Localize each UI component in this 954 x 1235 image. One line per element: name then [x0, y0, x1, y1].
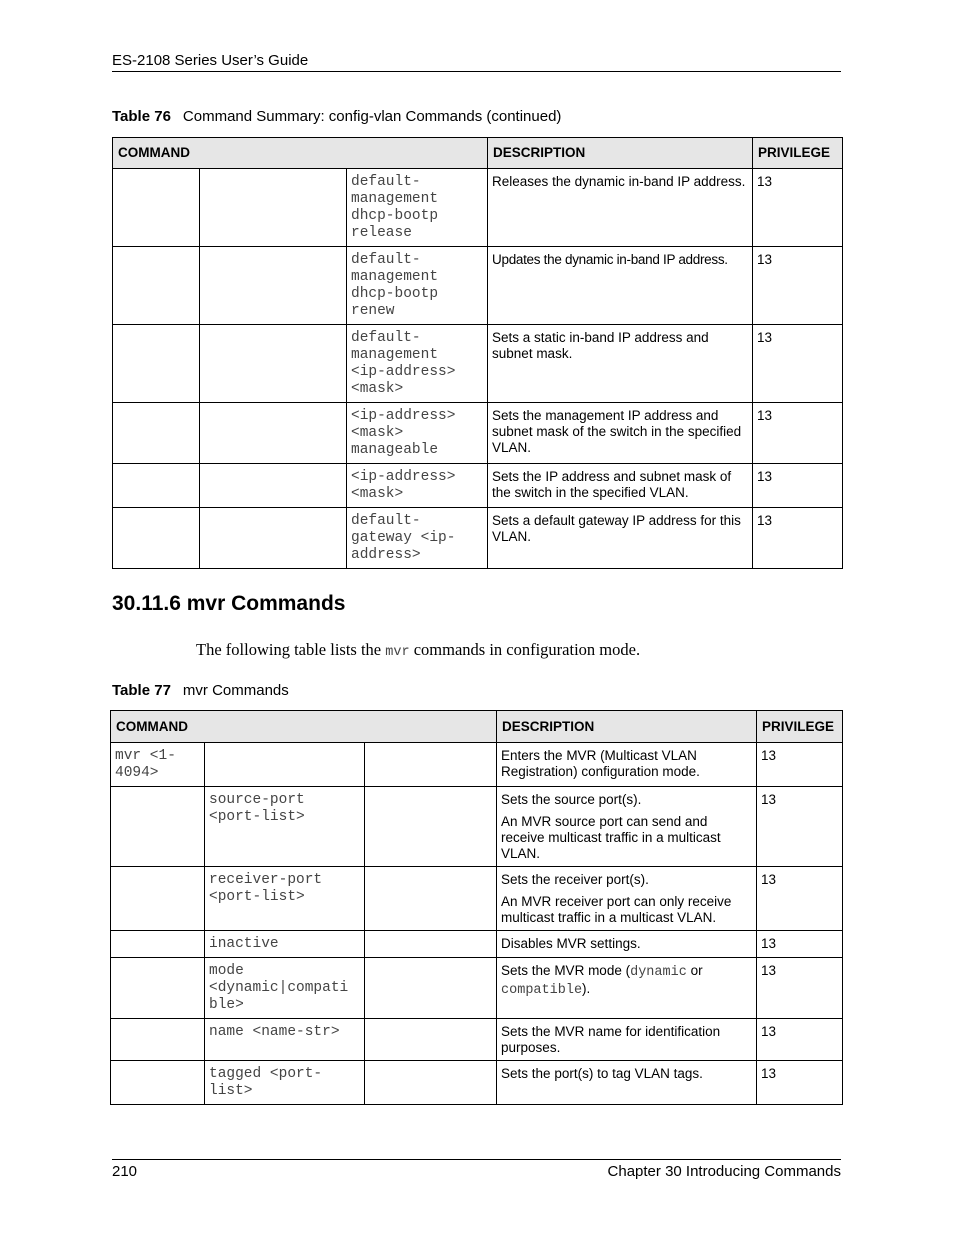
- table-77-title: mvr Commands: [182, 682, 289, 699]
- privilege-cell: 13: [753, 325, 843, 403]
- command-cell: inactive: [205, 931, 365, 958]
- privilege-cell: 13: [757, 1019, 843, 1061]
- table-76-header-command: COMMAND: [113, 138, 488, 169]
- description-cell: [497, 743, 757, 787]
- mode-desc-code-compatible: compatible: [501, 983, 583, 998]
- table-row: [111, 1019, 843, 1061]
- description-cell: Sets a default gateway IP address for this VLAN.: [488, 508, 753, 569]
- chapter-title: Chapter 30 Introducing Commands: [607, 1163, 841, 1180]
- table-77-header-privilege: PRIVILEGE: [757, 711, 843, 743]
- empty-cell: [111, 958, 205, 1019]
- description-cell: Sets the IP address and subnet mask of the switch in the specified VLAN.: [488, 464, 753, 508]
- table-76-header-description: DESCRIPTION: [488, 138, 753, 169]
- empty-cell: [111, 1019, 205, 1061]
- command-cell: tagged <port- list>: [205, 1061, 365, 1105]
- description-cell: [497, 867, 757, 931]
- empty-cell: [113, 247, 200, 325]
- mode-desc-code-dynamic: dynamic: [630, 965, 687, 980]
- intro-text-after: commands in configuration mode.: [409, 640, 641, 659]
- description-text: [501, 963, 752, 999]
- running-header: ES-2108 Series User’s Guide: [112, 52, 309, 69]
- table-76: [112, 137, 843, 569]
- table-77-header-description: DESCRIPTION: [497, 711, 757, 743]
- table-76-caption: [112, 108, 561, 125]
- privilege-cell: 13: [753, 169, 843, 247]
- mode-desc-before: Sets the MVR mode (: [501, 963, 631, 978]
- command-cell: receiver-port <port-list>: [205, 867, 365, 931]
- empty-cell: [200, 247, 347, 325]
- empty-cell: [365, 743, 497, 787]
- table-76-header-privilege: PRIVILEGE: [753, 138, 843, 169]
- table-row: [113, 508, 843, 569]
- description-text: Sets the port(s) to tag VLAN tags.: [501, 1066, 703, 1081]
- empty-cell: [111, 867, 205, 931]
- description-cell: Releases the dynamic in-band IP address.: [488, 169, 753, 247]
- table-77: [110, 710, 843, 1105]
- table-row: [111, 787, 843, 867]
- description-text: Enters the MVR (Multicast VLAN Registration) configuration mode.: [501, 748, 700, 779]
- table-row: [113, 169, 843, 247]
- empty-cell: [113, 169, 200, 247]
- page-number: 210: [112, 1163, 138, 1180]
- privilege-cell: 13: [753, 247, 843, 325]
- empty-cell: [113, 464, 200, 508]
- privilege-cell: 13: [757, 1061, 843, 1105]
- privilege-cell: 13: [757, 743, 843, 787]
- empty-cell: [111, 1061, 205, 1105]
- empty-cell: [365, 867, 497, 931]
- description-note: An MVR source port can send and receive multicast traffic in a multicast VLAN.: [501, 814, 721, 861]
- table-77-header-row: [111, 711, 843, 743]
- empty-cell: [365, 1061, 497, 1105]
- empty-cell: [200, 403, 347, 464]
- command-cell: mvr <1- 4094>: [111, 743, 205, 787]
- empty-cell: [200, 169, 347, 247]
- table-row: [113, 247, 843, 325]
- table-77-header-command: COMMAND: [111, 711, 497, 743]
- intro-text-before: The following table lists the: [196, 640, 386, 659]
- intro-code: mvr: [385, 645, 410, 660]
- privilege-cell: 13: [757, 958, 843, 1019]
- empty-cell: [365, 931, 497, 958]
- description-cell: Sets the management IP address and subnet mask of the switch in the specified VLAN.: [488, 403, 753, 464]
- description-cell: [497, 958, 757, 1019]
- command-cell: <ip-address> <mask> manageable: [347, 403, 488, 464]
- description-cell: [497, 931, 757, 958]
- table-row: [111, 867, 843, 931]
- command-cell: mode <dynamic|compati ble>: [205, 958, 365, 1019]
- empty-cell: [365, 1019, 497, 1061]
- table-77-caption: [112, 682, 289, 699]
- description-cell: Sets a static in-band IP address and subnet mask.: [488, 325, 753, 403]
- description-note: An MVR receiver port can only receive multicast traffic in a multicast VLAN.: [501, 894, 732, 925]
- table-row: [113, 464, 843, 508]
- table-row: [111, 958, 843, 1019]
- intro-paragraph: [196, 640, 640, 660]
- empty-cell: [200, 325, 347, 403]
- description-text: Sets the receiver port(s).: [501, 872, 649, 887]
- description-cell: Updates the dynamic in-band IP address.: [488, 247, 753, 325]
- footer-rule: [112, 1159, 841, 1160]
- command-cell: default- management dhcp-bootp renew: [347, 247, 488, 325]
- empty-cell: [200, 508, 347, 569]
- description-cell: [497, 1061, 757, 1105]
- table-row: [111, 743, 843, 787]
- command-cell: source-port <port-list>: [205, 787, 365, 867]
- mode-desc-after: ).: [582, 981, 591, 996]
- empty-cell: [113, 325, 200, 403]
- section-heading: 30.11.6 mvr Commands: [112, 592, 346, 615]
- table-row: [111, 931, 843, 958]
- privilege-cell: 13: [753, 464, 843, 508]
- description-text: Sets the source port(s).: [501, 792, 642, 807]
- mode-desc-mid: or: [686, 963, 703, 978]
- command-cell: default- gateway <ip- address>: [347, 508, 488, 569]
- table-row: [111, 1061, 843, 1105]
- command-cell: default- management dhcp-bootp release: [347, 169, 488, 247]
- empty-cell: [365, 787, 497, 867]
- empty-cell: [111, 787, 205, 867]
- privilege-cell: 13: [757, 931, 843, 958]
- privilege-cell: 13: [753, 508, 843, 569]
- privilege-cell: 13: [757, 787, 843, 867]
- command-cell: <ip-address> <mask>: [347, 464, 488, 508]
- command-cell: default- management <ip-address> <mask>: [347, 325, 488, 403]
- empty-cell: [113, 403, 200, 464]
- table-77-label: Table 77: [112, 682, 171, 699]
- table-76-header-row: [113, 138, 843, 169]
- table-76-title: Command Summary: config-vlan Commands (continued): [182, 108, 562, 125]
- empty-cell: [365, 958, 497, 1019]
- table-row: [113, 325, 843, 403]
- table-76-label: Table 76: [112, 108, 171, 125]
- empty-cell: [113, 508, 200, 569]
- description-cell: [497, 1019, 757, 1061]
- empty-cell: [205, 743, 365, 787]
- command-cell: name <name-str>: [205, 1019, 365, 1061]
- empty-cell: [111, 931, 205, 958]
- description-text: Sets the MVR name for identification purposes.: [501, 1024, 721, 1055]
- privilege-cell: 13: [753, 403, 843, 464]
- empty-cell: [200, 464, 347, 508]
- description-cell: [497, 787, 757, 867]
- privilege-cell: 13: [757, 867, 843, 931]
- header-rule: [112, 71, 841, 72]
- table-row: [113, 403, 843, 464]
- description-text: Disables MVR settings.: [501, 936, 641, 951]
